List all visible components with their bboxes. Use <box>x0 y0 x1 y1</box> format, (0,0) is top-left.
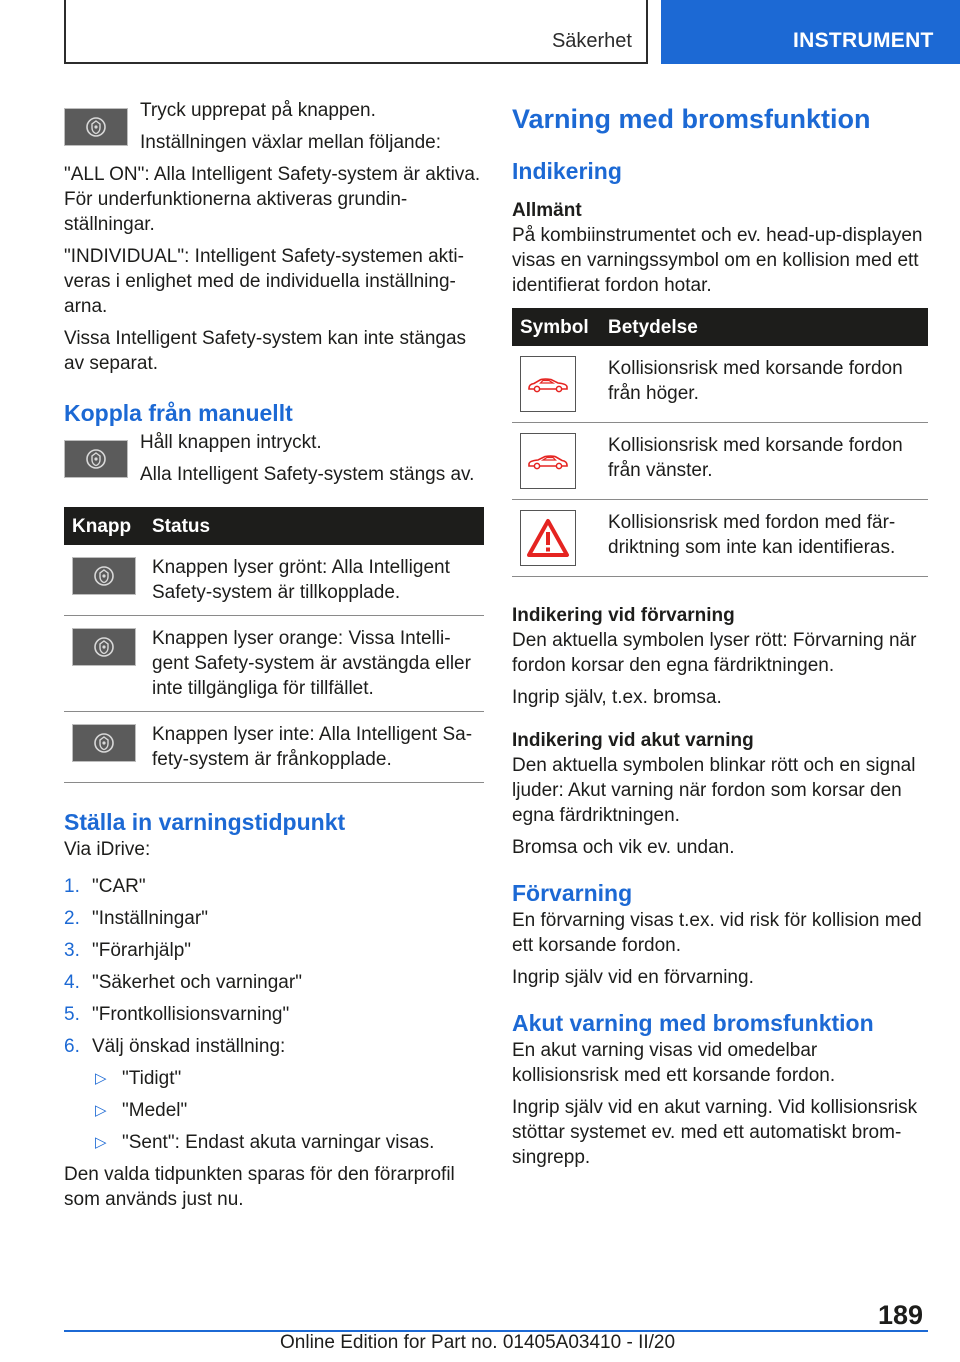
triangle-bullet-icon: ▷ <box>95 1134 107 1151</box>
car-crossing-right-icon <box>520 356 576 412</box>
heading-prewarning: Förvarning <box>512 880 633 906</box>
list-item: ▷ "Sent": Endast akuta varningar visas. <box>95 1132 435 1153</box>
list-item: ▷ "Medel" <box>95 1100 188 1121</box>
heading-acute-indication: Indikering vid akut varning <box>512 730 754 751</box>
heading-general: Allmänt <box>512 200 582 221</box>
para-acute-action: Bromsa och vik ev. undan. <box>512 837 735 858</box>
col-header-symbol: Symbol <box>512 308 600 346</box>
list-item: 4. "Säkerhet och varningar" <box>64 972 302 993</box>
steps-list <box>64 874 484 1155</box>
via-idrive: Via iDrive: <box>64 839 151 860</box>
table-row <box>512 500 928 577</box>
heading-main: Varning med bromsfunktion <box>512 104 871 134</box>
col-header-status: Status <box>144 507 484 545</box>
para-individual: "INDIVIDUAL": Intelligent Safety-systemen aktiveras i enlighet med de individuella inställningarna. <box>64 246 464 317</box>
table-row <box>64 712 484 783</box>
header-section-box <box>64 0 648 64</box>
symbol-table <box>512 308 928 577</box>
para-prewarning-indication: Den aktuella symbolen lyser rött: Förvarning när fordon korsar den egna färdriktningen. <box>512 630 917 676</box>
manual-line-1: Håll knappen intryckt. <box>140 432 322 453</box>
list-item: 5. "Frontkollisionsvarning" <box>64 1004 290 1025</box>
header-tab[interactable] <box>661 0 960 64</box>
para-all-on: "ALL ON": Alla Intelligent Safety-system är aktiva. För underfunktionerna aktiveras grundinställningar. <box>64 164 481 235</box>
safety-button-icon <box>64 108 128 146</box>
safety-button-icon <box>64 440 128 478</box>
para-prewarning: En förvarning visas t.ex. vid risk för kollision med ett korsande fordon. <box>512 910 922 956</box>
safety-button-icon <box>72 724 136 762</box>
press-button-row <box>64 98 484 155</box>
triangle-bullet-icon: ▷ <box>95 1102 107 1119</box>
status-text: Knappen lyser orange: Vissa Intelligent Safety-system är avstängda eller inte tillgängliga för tillfället. <box>144 616 484 712</box>
safety-button-icon <box>72 557 136 595</box>
para-separate: Vissa Intelligent Safety-system kan inte stängas av separat. <box>64 328 467 374</box>
right-column <box>512 98 928 1177</box>
safety-button-icon <box>72 628 136 666</box>
col-header-meaning: Betydelse <box>600 308 928 346</box>
warning-triangle-icon <box>520 510 576 566</box>
car-crossing-left-icon <box>520 433 576 489</box>
header-tab-label: INSTRUMENT <box>793 29 934 52</box>
list-item: 6. Välj önskad inställning: ▷ "Tidigt" ▷ "Medel" ▷ "Sent": Endast akuta varningar visas. <box>64 1034 484 1155</box>
meaning-text: Kollisionsrisk med fordon med färdriktning som inte kan identifieras. <box>600 500 928 577</box>
button-status-table <box>64 507 484 783</box>
para-general: På kombiinstrumentet och ev. head-up-displayen visas en varningssymbol om en kollision med ett identifierat fordon hotar. <box>512 225 923 296</box>
para-acute: En akut varning visas vid omedelbar kollisionsrisk med ett korsande fordon. <box>512 1040 836 1086</box>
manual-line-2: Alla Intelligent Safety-system stängs av. <box>140 464 475 485</box>
list-item: 1. "CAR" <box>64 876 146 897</box>
table-row <box>512 423 928 500</box>
intro-line-2: Inställningen växlar mellan följande: <box>140 132 442 153</box>
hold-button-row <box>64 430 484 487</box>
para-prewarning-action: Ingrip själv, t.ex. bromsa. <box>512 687 722 708</box>
list-item: ▷ "Tidigt" <box>95 1068 182 1089</box>
heading-indication: Indikering <box>512 158 622 184</box>
para-acute-2: Ingrip själv vid en akut varning. Vid kollisionsrisk stöttar systemet ev. med ett automatiskt bromsingrepp. <box>512 1097 918 1168</box>
left-column <box>64 98 484 1219</box>
table-row <box>512 346 928 423</box>
page-number: 189 <box>878 1300 924 1330</box>
status-text: Knappen lyser grönt: Alla Intelligent Safety-system är tillkopplade. <box>144 545 484 616</box>
footer-edition: Online Edition for Part no. 01405A03410 - II/20 <box>280 1332 676 1353</box>
meaning-text: Kollisionsrisk med korsande fordon från höger. <box>600 346 928 423</box>
list-item: 3. "Förarhjälp" <box>64 940 192 961</box>
header-section-title: Säkerhet <box>551 30 632 52</box>
heading-manual-off: Koppla från manuellt <box>64 400 293 426</box>
intro-line-1: Tryck upprepat på knappen. <box>140 100 376 121</box>
heading-warning-timing: Ställa in varningstidpunkt <box>64 809 346 835</box>
heading-acute-warning: Akut varning med bromsfunktion <box>512 1010 874 1036</box>
triangle-bullet-icon: ▷ <box>95 1070 107 1087</box>
para-outro: Den valda tidpunkten sparas för den förarprofil som används just nu. <box>64 1164 455 1210</box>
list-item: 2. "Inställningar" <box>64 908 208 929</box>
para-prewarning-2: Ingrip själv vid en förvarning. <box>512 967 754 988</box>
table-row <box>64 545 484 616</box>
col-header-button: Knapp <box>64 507 144 545</box>
options-list <box>92 1066 484 1155</box>
meaning-text: Kollisionsrisk med korsande fordon från vänster. <box>600 423 928 500</box>
para-acute-indication: Den aktuella symbolen blinkar rött och en signal ljuder: Akut varning när fordon som korsar den egna färdriktningen. <box>512 755 916 826</box>
heading-prewarning-indication: Indikering vid förvarning <box>512 605 735 626</box>
table-row <box>64 616 484 712</box>
status-text: Knappen lyser inte: Alla Intelligent Safety-system är frånkopplade. <box>144 712 484 783</box>
